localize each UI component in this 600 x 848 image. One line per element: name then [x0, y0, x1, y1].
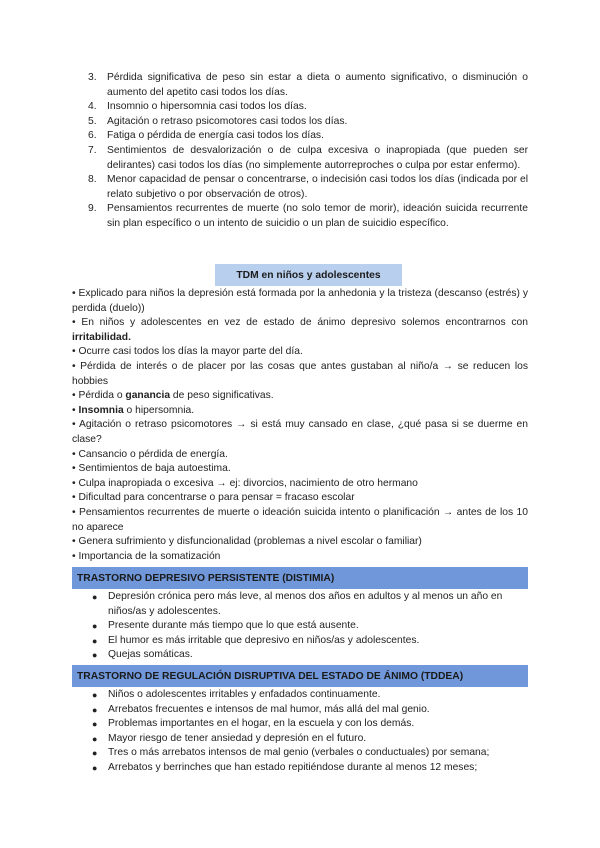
list-item	[92, 648, 530, 663]
list-item	[92, 590, 530, 619]
list-item-text: Arrebatos frecuentes e intensos de mal humor, más allá del mal genio.	[108, 703, 430, 715]
list-number: 3.	[88, 72, 97, 83]
bullet-text: • Pérdida o	[72, 390, 126, 402]
list-item-text: Sentimientos de desvalorización o de culpa excesiva o inapropiada (que pueden ser delirantes) casi todos los días (no simplemente autorreproches o culpa por estar enfermo).	[107, 144, 528, 171]
bullet-paragraph	[72, 389, 528, 404]
bullet-paragraph: • Dificultad para concentrarse o para pensar = fracaso escolar	[72, 492, 355, 504]
list-item	[88, 202, 528, 231]
list-item-text: Arrebatos y berrinches que han estado repitiéndose durante al menos 12 meses;	[108, 761, 478, 773]
list-item-text: Presente durante más tiempo que lo que está ausente.	[108, 620, 359, 632]
list-item	[92, 634, 530, 649]
bullet-dot-icon: ●	[92, 592, 98, 602]
list-number: 7.	[88, 144, 97, 156]
list-item	[92, 746, 530, 761]
list-item-text: Menor capacidad de pensar o concentrarse, o indecisión casi todos los días (indicada por el relato subjetivo o por observación de otros).	[107, 174, 528, 200]
bullet-text: •	[72, 404, 79, 416]
list-number: 5.	[88, 115, 97, 127]
bullet-dot-icon: ●	[92, 719, 98, 730]
list-item-text: Fatiga o pérdida de energía casi todos los días.	[107, 130, 324, 142]
bullet-paragraph: • Cansancio o pérdida de energía.	[72, 448, 228, 460]
bullet-paragraph: • Culpa inapropiada o excesiva → ej: divorcios, nacimiento de otro hermano	[72, 477, 418, 489]
bullet-bold: ganancia	[125, 390, 171, 402]
bullet-paragraph: • Ocurre casi todos los días la mayor parte del día.	[72, 346, 303, 358]
bullet-paragraph: • Pérdida de interés o de placer por las cosas que antes gustaban al niño/a → se reducen los hobbies	[72, 360, 528, 387]
bullet-text: • En niños y adolescentes en vez de estado de ánimo depresivo solemos encontrarnos con	[72, 317, 528, 329]
list-number: 9.	[88, 203, 97, 215]
list-item	[92, 761, 530, 776]
bullet-paragraph	[72, 316, 528, 345]
list-item	[92, 688, 530, 703]
bullet-dot-icon: ●	[92, 704, 98, 715]
list-item-text: Pérdida significativa de peso sin estar a dieta o aumento significativo, o disminución o aumento del apetito casi todos los días.	[107, 72, 528, 98]
tddea-list	[92, 688, 530, 776]
bullet-paragraph: • Pensamientos recurrentes de muerte o ideación suicida intento o planificación → antes de los 10 no aparece	[72, 506, 528, 533]
bullet-paragraph: • Agitación o retraso psicomotores → si está muy cansado en clase, ¿qué pasa si se duerme en clase?	[72, 419, 528, 445]
list-item	[88, 129, 528, 144]
distimia-heading: TRASTORNO DEPRESIVO PERSISTENTE (DISTIMIA)	[72, 567, 528, 589]
bullet-dot-icon: ●	[92, 635, 98, 646]
tddea-heading: TRASTORNO DE REGULACIÓN DISRUPTIVA DEL ESTADO DE ÁNIMO (TDDEA)	[72, 665, 528, 687]
list-item-text: Mayor riesgo de tener ansiedad y depresión en el futuro.	[108, 732, 367, 744]
list-item	[88, 173, 528, 202]
list-item-text: Niños o adolescentes irritables y enfadados continuamente.	[108, 689, 381, 700]
bullet-paragraph: • Genera sufrimiento y disfuncionalidad (problemas a nivel escolar o familiar)	[72, 536, 422, 548]
bullet-dot-icon: ●	[92, 650, 98, 661]
tdm-bullets	[72, 287, 528, 564]
bullet-bold: irritabilidad.	[72, 331, 131, 343]
list-item	[88, 100, 528, 115]
list-item	[88, 144, 528, 173]
dsm-criteria-list	[88, 71, 528, 232]
list-item-text: Tres o más arrebatos intensos de mal genio (verbales o conductuales) por semana;	[108, 747, 490, 759]
bullet-text: o hipersomnia.	[123, 404, 195, 416]
list-number: 8.	[88, 174, 97, 186]
bullet-dot-icon: ●	[92, 621, 98, 632]
list-item-text: Pensamientos recurrentes de muerte (no solo temor de morir), ideación suicida recurrente sin plan específico o un intento de suicidio o un plan de suicidio específico.	[107, 203, 528, 229]
list-item-text: El humor es más irritable que depresivo en niños/as y adolescentes.	[108, 634, 420, 646]
list-item-text: Depresión crónica pero más leve, al menos dos años en adultos y al menos un año en niños/as y adolescentes.	[108, 591, 503, 617]
list-item	[92, 619, 530, 634]
tdm-heading: TDM en niños y adolescentes	[215, 264, 402, 286]
bullet-paragraph: • Importancia de la somatización	[72, 550, 221, 562]
bullet-dot-icon: ●	[92, 748, 98, 759]
bullet-paragraph: • Explicado para niños la depresión está formada por la anhedonia y la tristeza (descanso (estrés) y perdida (duelo))	[72, 288, 528, 314]
bullet-paragraph	[72, 404, 528, 419]
distimia-list	[92, 590, 530, 663]
bullet-dot-icon: ●	[92, 690, 98, 700]
bullet-dot-icon: ●	[92, 733, 98, 744]
list-item	[88, 71, 528, 100]
list-number: 4.	[88, 101, 97, 113]
list-item-text: Agitación o retraso psicomotores casi todos los días.	[107, 115, 348, 127]
bullet-bold: Insomnia	[78, 404, 124, 416]
list-item	[92, 732, 530, 747]
list-item	[88, 115, 528, 130]
list-item	[92, 703, 530, 718]
list-item-text: Quejas somáticas.	[108, 649, 193, 661]
list-number: 6.	[88, 130, 97, 142]
list-item-text: Problemas importantes en el hogar, en la escuela y con los demás.	[108, 718, 415, 730]
bullet-paragraph: • Sentimientos de baja autoestima.	[72, 463, 231, 475]
bullet-dot-icon: ●	[92, 762, 98, 773]
list-item-text: Insomnio o hipersomnia casi todos los días.	[107, 101, 307, 113]
list-item	[92, 717, 530, 732]
bullet-text: de peso significativas.	[170, 390, 274, 402]
